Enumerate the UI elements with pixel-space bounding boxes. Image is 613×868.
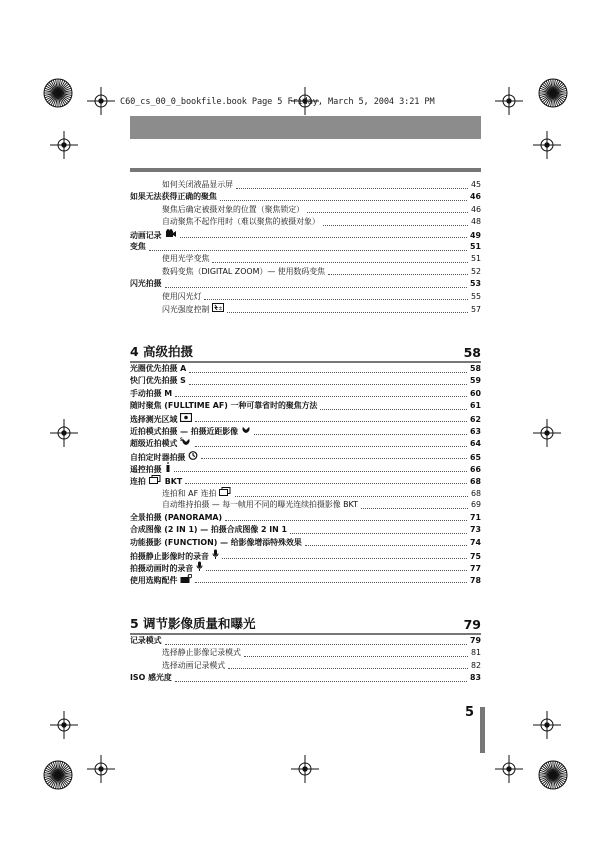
- toc-entry-page: 74: [470, 537, 481, 547]
- toc-leader-dots: [320, 402, 467, 410]
- toc-leader-dots: [149, 243, 467, 251]
- toc-entry-title: 自拍定时器拍摄: [130, 452, 186, 462]
- toc-entry-page: 82: [470, 660, 481, 670]
- toc-entry-title: 遥控拍摄: [130, 465, 162, 475]
- toc-entry-title: 使用闪光灯: [162, 291, 202, 301]
- toc-entry[interactable]: [130, 561, 481, 572]
- toc-entry-title: 自动聚焦不起作用时（难以聚焦的被摄对象）: [162, 217, 320, 227]
- toc-entry-page: 51: [470, 254, 481, 264]
- macro-icon: [241, 425, 251, 437]
- toc-entry-page: 73: [470, 525, 481, 535]
- toc-entry-title: 随时聚焦 (FULLTIME AF) 一种可靠省时的聚焦方法: [130, 401, 318, 411]
- toc-entry[interactable]: [130, 537, 481, 548]
- toc-entry-title: 聚焦后确定被摄对象的位置（聚焦锁定）: [162, 204, 305, 214]
- toc-entry-title: 全景拍摄 (PANORAMA): [130, 512, 223, 522]
- flash-compensation-icon: [212, 303, 224, 315]
- toc-entry-title: 闪光拍摄: [130, 279, 162, 289]
- toc-entry[interactable]: [162, 216, 481, 227]
- toc-entry-page: 64: [470, 439, 481, 449]
- toc-entry-page: 71: [470, 512, 481, 522]
- toc-leader-dots: [323, 218, 468, 226]
- toc-entry-page: 83: [470, 673, 481, 683]
- toc-entry-page: 48: [470, 217, 481, 227]
- toc-entry-title: 闪光强度控制: [162, 305, 210, 314]
- toc-leader-dots: [175, 389, 467, 397]
- toc-entry[interactable]: [130, 462, 481, 473]
- toc-entry[interactable]: [130, 278, 481, 289]
- toc-entry-title: 超级近拍模式: [130, 439, 178, 449]
- accessory-icon: [180, 574, 192, 586]
- toc-entry-title: 如果无法获得正确的聚焦: [130, 192, 217, 202]
- toc-entry[interactable]: [130, 400, 481, 411]
- toc-entry-page: 49: [470, 230, 481, 240]
- toc-entry-page: 62: [470, 414, 481, 424]
- toc-entry-title: 光圈优先拍摄 A: [130, 364, 187, 373]
- toc-entry[interactable]: [130, 241, 481, 252]
- toc-leader-dots: [220, 193, 467, 201]
- toc-entry[interactable]: [130, 512, 481, 523]
- toc-leader-dots: [307, 205, 468, 213]
- toc-leader-dots: [222, 551, 467, 559]
- toc-entry-page: 79: [470, 636, 481, 645]
- toc-entry[interactable]: [130, 413, 481, 424]
- toc-entry-title: 选择动画记录模式: [162, 660, 226, 670]
- section-title: 4 高级拍摄: [130, 344, 194, 359]
- section-heading[interactable]: [130, 340, 481, 360]
- toc-entry-page: 58: [470, 364, 481, 373]
- toc-entry[interactable]: [130, 425, 481, 436]
- toc-entry-title: 手动拍摄 M: [130, 388, 173, 398]
- toc-leader-dots: [201, 451, 467, 459]
- toc-entry-page: 75: [470, 552, 481, 561]
- toc-leader-dots: [305, 538, 467, 546]
- toc-entry-page: 68: [470, 476, 481, 486]
- remote-icon: [165, 462, 171, 475]
- toc-entry-title: 选择静止影像记录模式: [162, 648, 241, 658]
- toc-entry-title: 选择测光区域: [130, 414, 178, 424]
- toc-leader-dots: [227, 305, 468, 313]
- toc-leader-dots: [290, 526, 467, 534]
- toc-entry-page: 69: [470, 500, 481, 510]
- toc-entry[interactable]: [130, 635, 481, 646]
- toc-entry[interactable]: [162, 179, 481, 190]
- print-header: C60_cs_00_0_bookfile.book Page 5 Friday, March 5, 2004 3:21 PM: [120, 97, 435, 107]
- toc-entry[interactable]: [162, 266, 481, 277]
- toc-entry[interactable]: [162, 291, 481, 302]
- sequential-icon: [219, 487, 232, 499]
- toc-entry-page: 60: [470, 388, 481, 398]
- toc-entry[interactable]: [130, 229, 481, 240]
- toc-leader-dots: [235, 489, 468, 497]
- toc-entry[interactable]: [130, 549, 481, 560]
- toc-entry[interactable]: [130, 437, 481, 448]
- toc-entry[interactable]: [162, 499, 481, 510]
- toc-entry-page: 66: [470, 465, 481, 475]
- toc-leader-dots: [165, 637, 467, 645]
- toc-entry-page: 45: [470, 180, 481, 189]
- section-page: 58: [463, 345, 481, 360]
- toc-entry-page: 61: [470, 401, 481, 411]
- spot-metering-icon: [180, 413, 192, 425]
- toc-leader-dots: [189, 377, 467, 385]
- toc-entry-page: 52: [470, 266, 481, 276]
- header-band: [130, 116, 481, 139]
- page-number: 5: [465, 705, 475, 720]
- toc-entry[interactable]: [162, 660, 481, 671]
- toc-entry-page: 53: [470, 279, 481, 289]
- toc-entry[interactable]: [130, 672, 481, 683]
- toc-leader-dots: [180, 230, 467, 238]
- toc-entry-page: 59: [470, 376, 481, 386]
- toc-entry-page: 78: [470, 575, 481, 585]
- toc-entry-title: ISO 感光度: [130, 673, 172, 683]
- self-timer-icon: [188, 450, 198, 463]
- toc-entry-page: 51: [470, 242, 481, 251]
- toc-entry[interactable]: [162, 303, 481, 314]
- toc-entry-suffix: BKT: [164, 476, 183, 486]
- toc-entry-page: 81: [470, 648, 481, 658]
- toc-entry-page: 46: [470, 192, 481, 202]
- toc-entry-title: 使用选购配件: [130, 575, 178, 585]
- toc-entry[interactable]: [130, 524, 481, 535]
- toc-entry[interactable]: [130, 388, 481, 399]
- side-tab-bar: [480, 707, 485, 753]
- toc-leader-dots: [204, 292, 467, 300]
- microphone-icon: [196, 561, 203, 574]
- toc-entry[interactable]: [130, 574, 481, 585]
- toc-entry-page: 68: [470, 489, 481, 498]
- toc-entry-page: 77: [470, 564, 481, 574]
- toc-leader-dots: [195, 439, 467, 447]
- microphone-icon: [212, 549, 219, 562]
- toc-leader-dots: [361, 501, 468, 509]
- toc-entry-page: 65: [470, 452, 481, 462]
- toc-leader-dots: [195, 414, 467, 422]
- toc-entry-title: 功能摄影 (FUNCTION) — 给影像增添特殊效果: [130, 537, 302, 547]
- toc-entry-title: 连拍和 AF 连拍: [162, 489, 217, 498]
- toc-entry[interactable]: [130, 475, 481, 486]
- toc-entry-page: 55: [470, 291, 481, 301]
- toc-leader-dots: [212, 255, 468, 263]
- section-heading[interactable]: [130, 612, 481, 632]
- super-macro-icon: [180, 437, 192, 449]
- toc-leader-dots: [189, 365, 467, 373]
- toc-leader-dots: [236, 181, 468, 189]
- toc-entry-title: 变焦: [130, 242, 146, 251]
- header-rule: [130, 168, 481, 172]
- toc-entry-title: 拍摄动画时的录音: [130, 564, 194, 574]
- toc-leader-dots: [254, 427, 467, 435]
- toc-leader-dots: [175, 674, 467, 682]
- toc-entry[interactable]: [162, 487, 481, 498]
- toc-entry-title: 数码变焦（DIGITAL ZOOM）— 使用数码变焦: [162, 266, 326, 276]
- sequential-icon: [149, 475, 162, 487]
- toc-entry-title: 使用光学变焦: [162, 254, 210, 264]
- toc-leader-dots: [174, 464, 467, 472]
- toc-entry-title: 记录模式: [130, 636, 162, 645]
- toc-leader-dots: [195, 575, 467, 583]
- toc-leader-dots: [185, 476, 467, 484]
- toc-leader-dots: [165, 280, 467, 288]
- toc-leader-dots: [206, 563, 467, 571]
- svg-text:±: ±: [218, 306, 223, 312]
- toc-entry[interactable]: [130, 191, 481, 202]
- toc-entry[interactable]: [162, 253, 481, 264]
- toc-entry-page: 46: [470, 204, 481, 214]
- toc-entry[interactable]: [130, 375, 481, 386]
- section-title: 5 调节影像质量和曝光: [130, 616, 256, 631]
- section-page: 79: [463, 617, 481, 632]
- toc-entry-title: 自动维持拍摄 — 每一帧用不同的曝光连续拍摄影像 BKT: [162, 500, 358, 510]
- toc-entry-title: 连拍: [130, 476, 146, 486]
- toc-entry-title: 合成图像 (2 IN 1) — 拍摄合成图像 2 IN 1: [130, 525, 288, 535]
- toc-entry-title: 如何关闭液晶显示屏: [162, 180, 234, 189]
- toc-leader-dots: [228, 661, 468, 669]
- toc-leader-dots: [225, 513, 467, 521]
- toc-entry-page: 63: [470, 427, 481, 436]
- svg-text:S: S: [180, 437, 184, 443]
- toc-entry[interactable]: [130, 363, 481, 374]
- toc-entry-page: 57: [470, 305, 481, 314]
- toc-entry-title: 拍摄静止影像时的录音: [130, 552, 209, 561]
- toc-entry-title: 快门优先拍摄 S: [130, 376, 186, 386]
- toc-entry[interactable]: [162, 647, 481, 658]
- toc-entry-title: 近拍模式拍摄 — 拍摄近距影像: [130, 427, 239, 436]
- movie-icon: [165, 229, 177, 241]
- toc-entry[interactable]: [162, 204, 481, 215]
- toc-entry[interactable]: [130, 450, 481, 461]
- toc-leader-dots: [244, 649, 468, 657]
- toc-entry-title: 动画记录: [130, 230, 162, 240]
- toc-leader-dots: [328, 267, 468, 275]
